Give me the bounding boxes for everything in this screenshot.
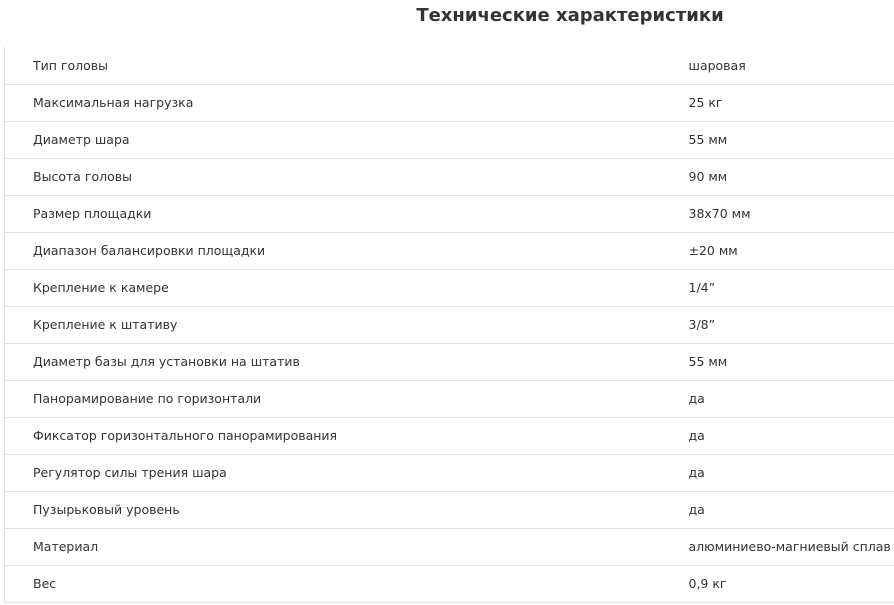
spec-name: Диапазон балансировки площадки xyxy=(5,232,660,269)
spec-name: Фиксатор горизонтального панорамирования xyxy=(5,417,660,454)
table-row xyxy=(5,343,894,380)
table-row xyxy=(5,454,894,491)
spec-name: Крепление к камере xyxy=(5,269,660,306)
spec-value: 0,9 кг xyxy=(660,565,894,602)
spec-value: 55 мм xyxy=(660,343,894,380)
spec-value: 1/4” xyxy=(660,269,894,306)
table-row xyxy=(5,565,894,602)
table-row xyxy=(5,121,894,158)
spec-value: 3/8” xyxy=(660,306,894,343)
spec-name: Материал xyxy=(5,528,660,565)
spec-value: да xyxy=(660,380,894,417)
spec-value: шаровая xyxy=(660,47,894,84)
table-row xyxy=(5,417,894,454)
table-row xyxy=(5,306,894,343)
table-row xyxy=(5,158,894,195)
spec-name: Высота головы xyxy=(5,158,660,195)
spec-name: Крепление к штативу xyxy=(5,306,660,343)
specs-table xyxy=(4,47,894,603)
spec-value: 38x70 мм xyxy=(660,195,894,232)
table-row xyxy=(5,232,894,269)
table-row xyxy=(5,491,894,528)
table-row xyxy=(5,47,894,84)
table-row xyxy=(5,195,894,232)
page-title: Технические характеристики xyxy=(416,5,724,26)
table-row xyxy=(5,84,894,121)
table-row xyxy=(5,380,894,417)
spec-name: Размер площадки xyxy=(5,195,660,232)
spec-name: Диаметр базы для установки на штатив xyxy=(5,343,660,380)
spec-value: 25 кг xyxy=(660,84,894,121)
spec-name: Максимальная нагрузка xyxy=(5,84,660,121)
table-row xyxy=(5,269,894,306)
spec-name: Панорамирование по горизонтали xyxy=(5,380,660,417)
spec-name: Диаметр шара xyxy=(5,121,660,158)
spec-name: Вес xyxy=(5,565,660,602)
table-row xyxy=(5,528,894,565)
spec-name: Пузырьковый уровень xyxy=(5,491,660,528)
spec-name: Регулятор силы трения шара xyxy=(5,454,660,491)
spec-value: да xyxy=(660,417,894,454)
spec-value: 55 мм xyxy=(660,121,894,158)
spec-value: алюминиево-магниевый сплав xyxy=(660,528,894,565)
spec-value: 90 мм xyxy=(660,158,894,195)
spec-value: да xyxy=(660,454,894,491)
spec-name: Тип головы xyxy=(5,47,660,84)
spec-value: ±20 мм xyxy=(660,232,894,269)
spec-value: да xyxy=(660,491,894,528)
